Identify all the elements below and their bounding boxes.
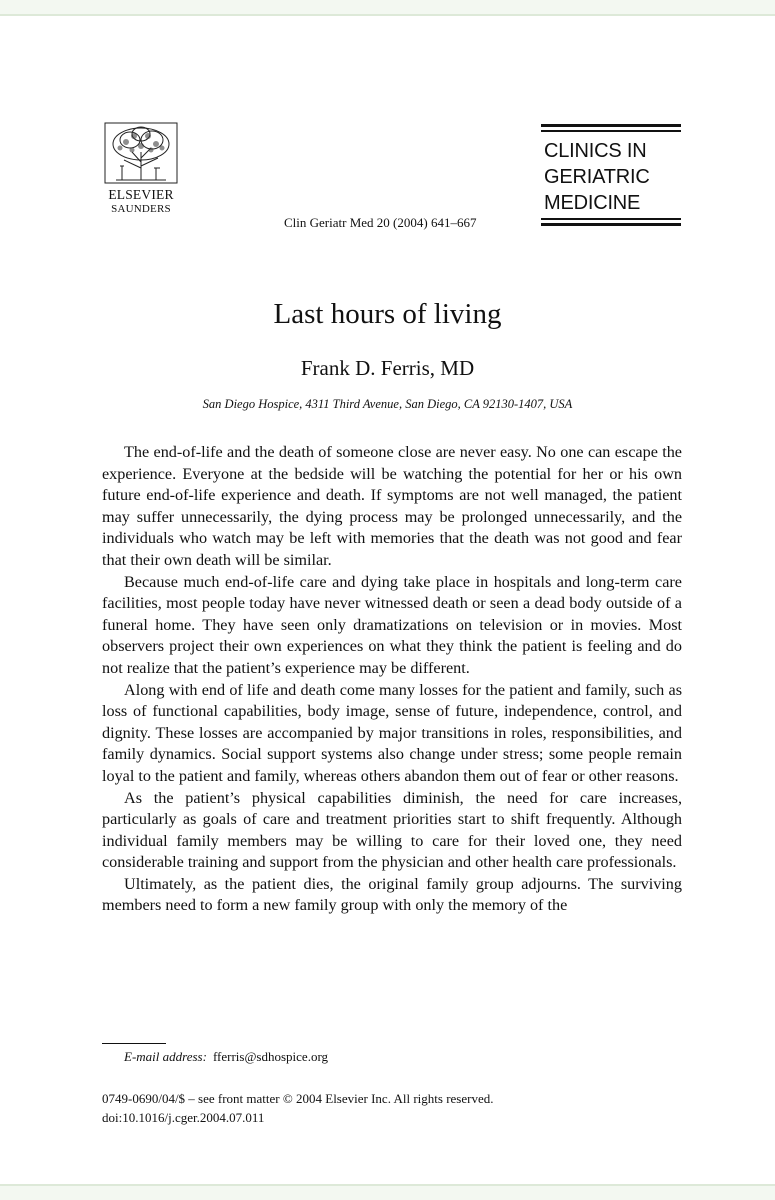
masthead-rule: [541, 124, 681, 127]
article-author: Frank D. Ferris, MD: [300, 356, 475, 380]
copyright-line: 0749-0690/04/$ – see front matter © 2004 Elsevier Inc. All rights reserved.: [102, 1091, 494, 1106]
journal-name: [544, 138, 650, 216]
journal-masthead: [541, 124, 681, 228]
masthead-rule: [541, 223, 681, 226]
article-title: Last hours of living: [273, 298, 502, 330]
footnote: [124, 1049, 328, 1065]
doi-line[interactable]: doi:10.1016/j.cger.2004.07.011: [102, 1110, 265, 1125]
body-paragraph: The end-of-life and the death of someone close are never easy. No one can escape the experience. Everyone at the bedside will be watching the potential for her or his own future end-of-life experience and death. If symptoms are not well managed, the patient may suffer unnecessarily, the dying process may be prolonged unnecessarily, and the individuals who watch may be left with memories that the death was not good and fear that their own death will be similar.: [102, 443, 682, 569]
page-bottom-edge: [0, 1184, 775, 1200]
page-top-edge: [0, 0, 775, 16]
article-body: [102, 442, 682, 917]
author-email[interactable]: fferris@sdhospice.org: [212, 1049, 329, 1064]
masthead-rule: [541, 130, 681, 132]
footnote-rule: [102, 1043, 166, 1044]
tree-emblem-icon: [104, 122, 178, 184]
body-paragraph: As the patient’s physical capabilities diminish, the need for care increases, particularly as goals of care and treatment priorities start to shift frequently. Although individual family members may be willing to care for their loved one, they need considerable training and support from the physician and other health care professionals.: [102, 788, 682, 872]
journal-name-line: MEDICINE: [544, 192, 641, 214]
author-affiliation: San Diego Hospice, 4311 Third Avenue, San Diego, CA 92130-1407, USA: [202, 397, 573, 411]
journal-name-line: GERIATRIC: [544, 166, 650, 188]
body-paragraph: Ultimately, as the patient dies, the original family group adjourns. The surviving members need to form a new family group with only the memory of the: [102, 874, 682, 915]
legal-info: [102, 1089, 493, 1127]
body-paragraph: Along with end of life and death come many losses for the patient and family, such as loss of functional capabilities, body image, sense of future, independence, control, and dignity. These losses are accompanied by major transitions in roles, responsibilities, and family dynamics. Social support systems also change under stress; some people remain loyal to the patient and family, whereas others abandon them out of fear or other reasons.: [102, 680, 682, 785]
publisher-name: ELSEVIER: [108, 187, 174, 202]
publisher-logo: [96, 122, 186, 222]
footnote-label: E-mail address:: [124, 1049, 207, 1064]
publisher-imprint: SAUNDERS: [111, 203, 171, 215]
body-paragraph: Because much end-of-life care and dying take place in hospitals and long-term care facilities, most people today have never witnessed death or seen a dead body outside of a funeral home. They have seen only dramatizations on television or in movies. Most observers project their own experiences on what they think the patient is feeling and do not realize that the patient’s experience may be different.: [102, 572, 682, 677]
journal-name-line: CLINICS IN: [544, 140, 647, 162]
journal-citation: Clin Geriatr Med 20 (2004) 641–667: [284, 215, 477, 230]
masthead-rule: [541, 218, 681, 220]
